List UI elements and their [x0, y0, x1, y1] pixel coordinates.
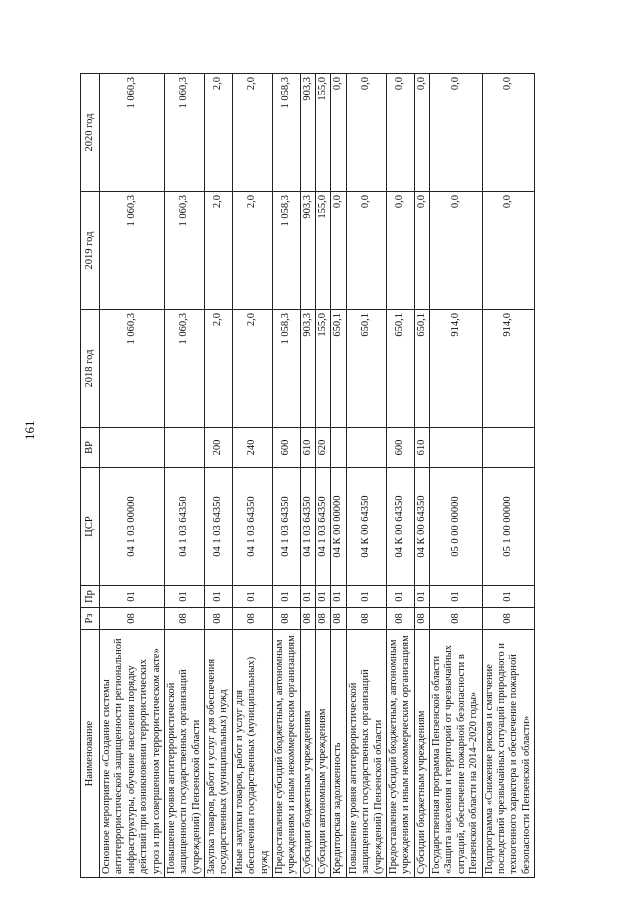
cell-vr [164, 428, 204, 468]
cell-pr: 01 [164, 586, 204, 608]
cell-2019: 0,0 [346, 192, 386, 310]
cell-2018: 650,1 [386, 310, 414, 428]
cell-csr: 05 1 00 00000 [482, 468, 535, 586]
cell-pr: 01 [482, 586, 535, 608]
table-row [316, 74, 331, 878]
cell-2019: 2,0 [205, 192, 233, 310]
cell-name: Государственная программа Пензенской области «Защита населения и территорий от чрезвычайных ситуаций, обеспечение пожарной безопасности в Пензенской области на 2014–2020 годы» [430, 630, 483, 878]
page-number: 161 [22, 420, 37, 440]
cell-2020: 0,0 [430, 74, 483, 192]
cell-rz: 08 [414, 608, 429, 630]
cell-2018: 2,0 [205, 310, 233, 428]
table-row [482, 74, 535, 878]
cell-2020: 0,0 [386, 74, 414, 192]
cell-pr: 01 [414, 586, 429, 608]
col-header-pr: Пр [81, 586, 100, 608]
cell-2018: 1 060,3 [164, 310, 204, 428]
cell-name: Закупка товаров, работ и услуг для обеспечения государственных (муниципальных) нужд [205, 630, 233, 878]
table-row [205, 74, 233, 878]
cell-csr: 05 0 00 00000 [430, 468, 483, 586]
cell-2020: 1 058,3 [272, 74, 300, 192]
table-row [100, 74, 165, 878]
rotated-table-wrapper [80, 74, 538, 878]
cell-vr [430, 428, 483, 468]
cell-rz: 08 [430, 608, 483, 630]
cell-2018: 650,1 [414, 310, 429, 428]
cell-csr: 04 1 03 64350 [232, 468, 272, 586]
table-row [430, 74, 483, 878]
cell-2018: 2,0 [232, 310, 272, 428]
cell-csr: 04 1 03 64350 [316, 468, 331, 586]
cell-2019: 1 058,3 [272, 192, 300, 310]
cell-rz: 08 [316, 608, 331, 630]
cell-2020: 155,0 [316, 74, 331, 192]
col-header-2019: 2019 год [81, 192, 100, 310]
cell-rz: 08 [272, 608, 300, 630]
cell-name: Предоставление субсидий бюджетным, автономным учреждениям и иным некоммерческим организациям [272, 630, 300, 878]
col-header-rz: Рз [81, 608, 100, 630]
cell-pr: 01 [205, 586, 233, 608]
cell-2020: 1 060,3 [164, 74, 204, 192]
cell-2019: 1 060,3 [100, 192, 165, 310]
cell-csr: 04 К 00 64350 [346, 468, 386, 586]
cell-2020: 1 060,3 [100, 74, 165, 192]
table-row [331, 74, 346, 878]
cell-name: Субсидии автономным учреждениям [316, 630, 331, 878]
cell-vr: 600 [386, 428, 414, 468]
col-header-csr: ЦСР [81, 468, 100, 586]
cell-2018: 914,0 [482, 310, 535, 428]
cell-pr: 01 [100, 586, 165, 608]
col-header-2018: 2018 год [81, 310, 100, 428]
col-header-vr: ВР [81, 428, 100, 468]
table-row [414, 74, 429, 878]
cell-pr: 01 [272, 586, 300, 608]
col-header-name: Наименование [81, 630, 100, 878]
cell-vr [331, 428, 346, 468]
cell-pr: 01 [386, 586, 414, 608]
cell-pr: 01 [300, 586, 315, 608]
cell-name: Подпрограмма «Снижение рисков и смягчение последствий чрезвычайных ситуаций природного и техногенного характера и обеспечение пожарной безопасности Пензенской области» [482, 630, 535, 878]
cell-2018: 1 060,3 [100, 310, 165, 428]
cell-rz: 08 [300, 608, 315, 630]
cell-vr: 600 [272, 428, 300, 468]
budget-table [80, 73, 535, 878]
cell-rz: 08 [482, 608, 535, 630]
cell-2020: 0,0 [482, 74, 535, 192]
cell-name: Предоставление субсидий бюджетным, автономным учреждениям и иным некоммерческим организациям [386, 630, 414, 878]
cell-name: Повышение уровня антитеррористической защищенности государственных организаций (учреждений) Пензенской области [164, 630, 204, 878]
cell-2019: 903,3 [300, 192, 315, 310]
cell-vr: 240 [232, 428, 272, 468]
cell-pr: 01 [346, 586, 386, 608]
cell-2020: 0,0 [414, 74, 429, 192]
table-row [386, 74, 414, 878]
table-body [100, 74, 535, 878]
cell-vr: 200 [205, 428, 233, 468]
cell-2019: 2,0 [232, 192, 272, 310]
cell-name: Кредиторская задолженность [331, 630, 346, 878]
cell-rz: 08 [331, 608, 346, 630]
cell-csr: 04 1 03 64350 [272, 468, 300, 586]
cell-2018: 650,1 [346, 310, 386, 428]
cell-rz: 08 [232, 608, 272, 630]
cell-rz: 08 [164, 608, 204, 630]
cell-name: Субсидии бюджетным учреждениям [300, 630, 315, 878]
cell-csr: 04 1 03 64350 [205, 468, 233, 586]
cell-2018: 903,3 [300, 310, 315, 428]
cell-name: Основное мероприятие «Создание системы антитеррористической защищенности региональной инфраструктуры, обучение населения порядку действий при возникновении террористических угроз и при совершенном террористическом акте» [100, 630, 165, 878]
table-header [81, 74, 100, 878]
cell-2020: 2,0 [205, 74, 233, 192]
table-row [164, 74, 204, 878]
cell-name: Иные закупки товаров, работ и услуг для обеспечения государственных (муниципальных) нужд [232, 630, 272, 878]
cell-2019: 0,0 [414, 192, 429, 310]
cell-2018: 914,0 [430, 310, 483, 428]
cell-2019: 0,0 [482, 192, 535, 310]
cell-2020: 2,0 [232, 74, 272, 192]
table-row [346, 74, 386, 878]
cell-pr: 01 [430, 586, 483, 608]
cell-rz: 08 [205, 608, 233, 630]
cell-2019: 1 060,3 [164, 192, 204, 310]
cell-2018: 1 058,3 [272, 310, 300, 428]
cell-csr: 04 К 00 64350 [414, 468, 429, 586]
cell-2019: 0,0 [386, 192, 414, 310]
cell-vr [100, 428, 165, 468]
cell-csr: 04 К 00 00000 [331, 468, 346, 586]
cell-vr: 610 [300, 428, 315, 468]
cell-pr: 01 [232, 586, 272, 608]
cell-2018: 155,0 [316, 310, 331, 428]
cell-name: Повышение уровня антитеррористической защищенности государственных организаций (учреждений) Пензенской области [346, 630, 386, 878]
cell-rz: 08 [386, 608, 414, 630]
cell-csr: 04 1 03 00000 [100, 468, 165, 586]
cell-csr: 04 К 00 64350 [386, 468, 414, 586]
cell-csr: 04 1 03 64350 [300, 468, 315, 586]
cell-vr [346, 428, 386, 468]
cell-pr: 01 [331, 586, 346, 608]
cell-pr: 01 [316, 586, 331, 608]
cell-2020: 0,0 [331, 74, 346, 192]
cell-2019: 0,0 [331, 192, 346, 310]
col-header-2020: 2020 год [81, 74, 100, 192]
cell-2019: 0,0 [430, 192, 483, 310]
cell-name: Субсидии бюджетным учреждениям [414, 630, 429, 878]
cell-2020: 0,0 [346, 74, 386, 192]
cell-rz: 08 [346, 608, 386, 630]
cell-csr: 04 1 03 64350 [164, 468, 204, 586]
cell-2018: 650,1 [331, 310, 346, 428]
table-row [300, 74, 315, 878]
cell-2020: 903,3 [300, 74, 315, 192]
table-row [272, 74, 300, 878]
cell-2019: 155,0 [316, 192, 331, 310]
cell-vr: 610 [414, 428, 429, 468]
cell-vr [482, 428, 535, 468]
cell-rz: 08 [100, 608, 165, 630]
cell-vr: 620 [316, 428, 331, 468]
table-row [232, 74, 272, 878]
